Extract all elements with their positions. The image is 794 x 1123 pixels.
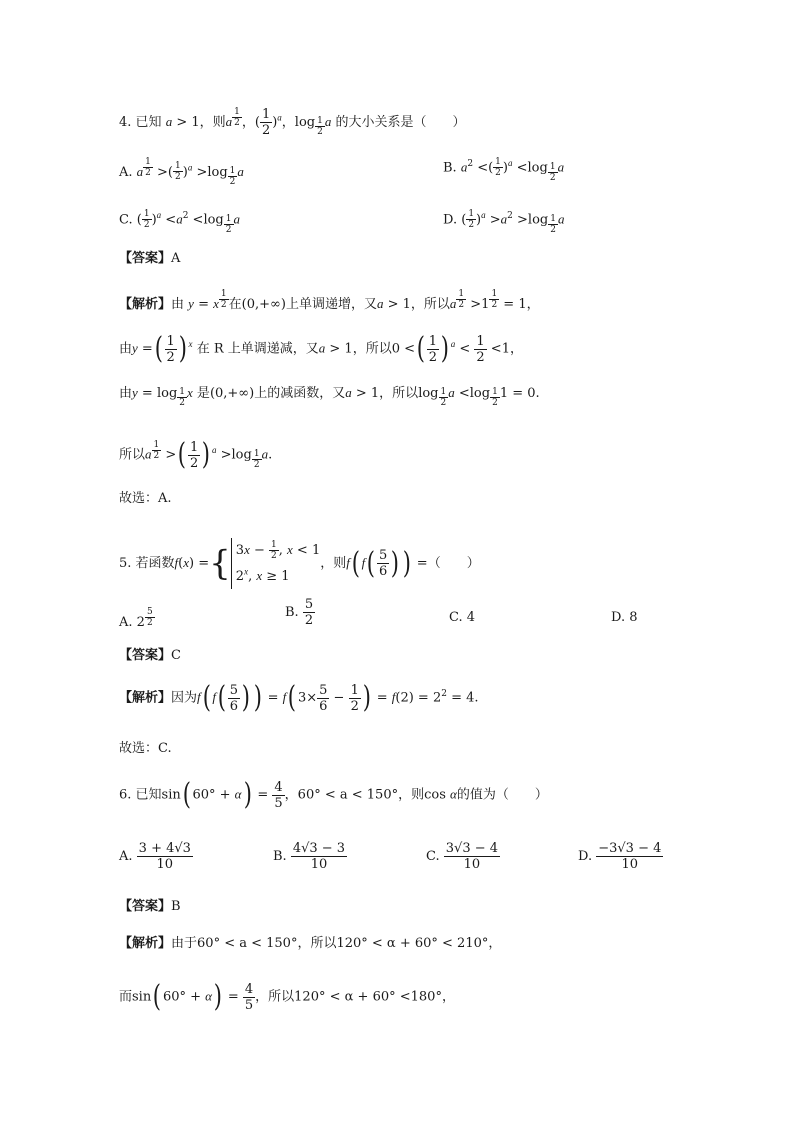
q4-option-a[interactable]: A. a $^{\frac{1}{2}}$ >( $\frac{1}{2}$ )$^a$ >log $_{\frac{1}{2}}$ a (119, 157, 244, 187)
q6-option-a[interactable]: A. $\frac{3 + 4√3}{10}$ (119, 841, 191, 872)
q5-option-b[interactable]: B. $\frac{5}{2}$ (285, 597, 314, 628)
q6-option-d[interactable]: D. $\frac{-3√3 - 4}{10}$ (578, 841, 662, 872)
q6-option-b[interactable]: B. $\frac{4√3 - 3}{10}$ (273, 841, 346, 872)
q4-option-b[interactable]: B. $a^2$ <( $\frac{1}{2}$ )$^a$ <log $_{\frac{1}{2}}$ a (443, 157, 565, 183)
q5-answer: 【答案】C (119, 648, 181, 663)
q5-conclusion: 故选：C. (119, 741, 172, 756)
q6-option-c[interactable]: C. $\frac{3√3 - 4}{10}$ (426, 841, 499, 872)
q4-analysis-line1: 【解析】由 y = x $^{\frac{1}{2}}$ 在(0,+∞)上单调递增，又a > 1，所以a $^{\frac{1}{2}}$ >1 $^{\frac{1}{2}}$ = 1， (119, 289, 540, 312)
q4-conclusion: 故选：A. (119, 491, 172, 506)
q4-analysis-line4: 所以a $^{\frac{1}{2}}$ >( $\frac{1}{2}$ ) $^a$ >log $_{\frac{1}{2}}$ a. (119, 437, 273, 472)
q5-option-c[interactable]: C. 4 (449, 610, 476, 625)
q4-analysis-line3: 由y = log $_{\frac{1}{2}}$ x 是(0,+∞)上的减函数，又a > 1，所以log $_{\frac{1}{2}}$ a <log $_{\frac{1}{2}}$ 1 = 0. (119, 385, 540, 409)
q4-answer: 【答案】A (119, 251, 181, 266)
q5-option-d[interactable]: D. 8 (611, 610, 638, 625)
q6-analysis-line1: 【解析】由于60° < a < 150°，所以120° < α + 60° < 210°， (119, 936, 502, 951)
q4-option-c[interactable]: C. ( $\frac{1}{2}$ )$^a <a^2 <\log$ $_{\frac{1}{2}}$ a (119, 209, 240, 235)
q6-answer: 【答案】B (119, 899, 181, 914)
q4-analysis-line2: 由y =( $\frac{1}{2}$ ) $^x$ 在 R 上单调递减，又a > 1，所以0 <( $\frac{1}{2}$ ) $^a$ < $\frac{1}{2}$ <1， (119, 331, 523, 366)
q5-analysis: 【解析】因为f( f( $\frac{5}{6}$ ) ) = f( 3× $\frac{5}{6}$ − $\frac{1}{2}$ ) = $f(2) = 2^2 = 4$. (119, 680, 479, 715)
q5-option-a[interactable]: A. 2 $^{\frac{5}{2}}$ (119, 607, 153, 630)
q4-stem: 4. 已知 a > 1，则a $^{\frac{1}{2}}$ ，( $\frac{1}{2}$ )$^a$，log $_{\frac{1}{2}}$ a 的大小关系是（ ） (119, 107, 466, 138)
q5-stem: 5. 若函数f(x) ={ 3x − $\frac{1}{2}$ , x < 1 2$^x$, x ≥ 1 ，则f( f( $\frac{5}{6}$ ) ) =（ ） (119, 538, 480, 589)
q6-analysis-line2: 而sin( 60° + α) = $\frac{4}{5}$ ，所以120° < α + 60° <180°， (119, 979, 455, 1014)
q4-option-d[interactable]: D. ( $\frac{1}{2}$ )$^a >a^2 >\log$ $_{\frac{1}{2}}$ a (443, 209, 565, 235)
q6-stem: 6. 已知sin( 60° + α) = $\frac{4}{5}$ ，60° < a < 150°，则cos α的值为（ ） (119, 777, 548, 812)
